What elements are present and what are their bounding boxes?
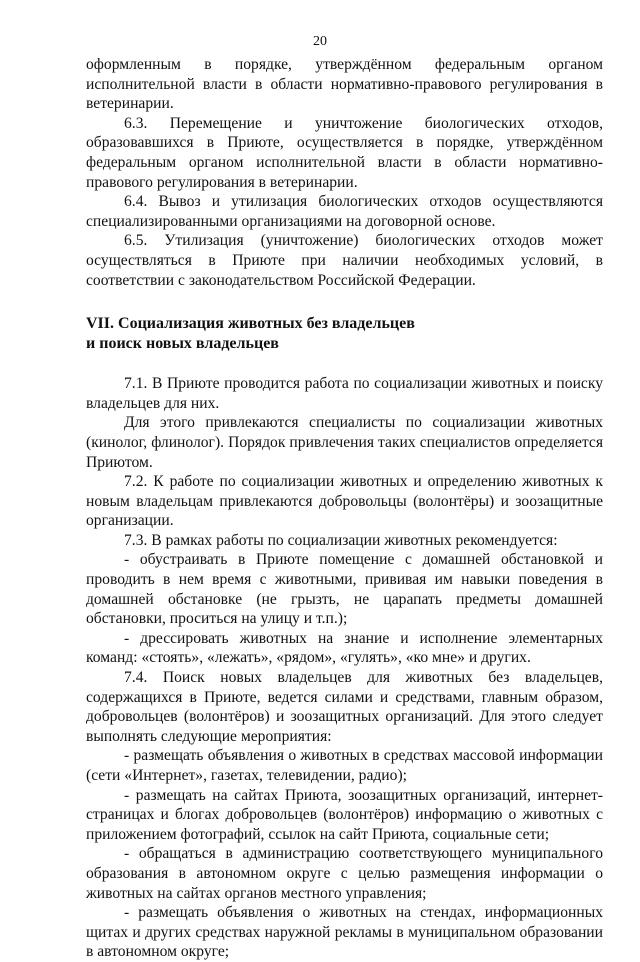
- paragraph-specialists: Для этого привлекаются специалисты по социализации животных (кинолог, флинолог). Порядок привлечения таких специалистов определяется Приютом.: [86, 414, 603, 471]
- spacer: [86, 290, 603, 314]
- list-item: - обустраивать в Приюте помещение с домашней обстановкой и проводить в нем время с животными, прививая им навыки поведения в домашней обстановке (не грызть, не царапать предметы домашней обстановки, проситься на улицу и т.п.);: [86, 551, 603, 628]
- page-number: 20: [313, 34, 327, 49]
- document-body: [86, 55, 603, 962]
- paragraph-6-4: 6.4. Вывоз и утилизация биологических отходов осуществляются специализированными организациями на договорной основе.: [86, 193, 603, 230]
- section-heading-line-1: VII. Социализация животных без владельцев: [86, 315, 415, 333]
- paragraph-continuation: оформленным в порядке, утверждённом федеральным органом исполнительной власти в области нормативно-правового регулирования в ветеринарии.: [86, 56, 603, 113]
- paragraph-6-5: 6.5. Утилизация (уничтожение) биологических отходов может осуществляться в Приюте при наличии необходимых условий, в соответствии с законодательством Российской Федерации.: [86, 232, 603, 289]
- paragraph-7-1: 7.1. В Приюте проводится работа по социализации животных и поиску владельцев для них.: [86, 375, 603, 412]
- paragraph-7-4: 7.4. Поиск новых владельцев для животных без владельцев, содержащихся в Приюте, ведется силами и средствами, главным образом, добровольцев (волонтёров) и зоозащитных организаций. Для этого следует выполнять следующие мероприятия:: [86, 669, 603, 745]
- paragraph-6-3: 6.3. Перемещение и уничтожение биологических отходов, образовавшихся в Приюте, осуществляется в порядке, утверждённом федеральным органом исполнительной власти в области нормативно-правового регулирования в ветеринарии.: [86, 114, 603, 191]
- spacer: [86, 354, 603, 374]
- paragraph-7-2: 7.2. К работе по социализации животных и определению животных к новым владельцам привлекаются добровольцы (волонтёры) и зоозащитные организации.: [86, 473, 603, 530]
- paragraph-7-3: 7.3. В рамках работы по социализации животных рекомендуется:: [124, 531, 558, 549]
- section-heading-line-2: и поиск новых владельцев: [86, 335, 279, 353]
- list-item: - дрессировать животных на знание и исполнение элементарных команд: «стоять», «лежать», «рядом», «гулять», «ко мне» и других.: [86, 629, 603, 667]
- list-item: - размещать объявления о животных в средствах массовой информации (сети «Интернет», газетах, телевидении, радио);: [86, 747, 603, 784]
- list-item: - обращаться в администрацию соответствующего муниципального образования в автономном округе с целью размещения информации о животных на сайтах органов местного управления;: [86, 845, 603, 902]
- list-item: - размещать объявления о животных на стендах, информационных щитах и других средствах наружной рекламы в муниципальном образовании в автономном округе;: [86, 904, 603, 961]
- list-item: - размещать на сайтах Приюта, зоозащитных организаций, интернет-страницах и блогах добровольцев (волонтёров) информацию о животных с приложением фотографий, ссылок на сайт Приюта, социальные сети;: [86, 786, 603, 843]
